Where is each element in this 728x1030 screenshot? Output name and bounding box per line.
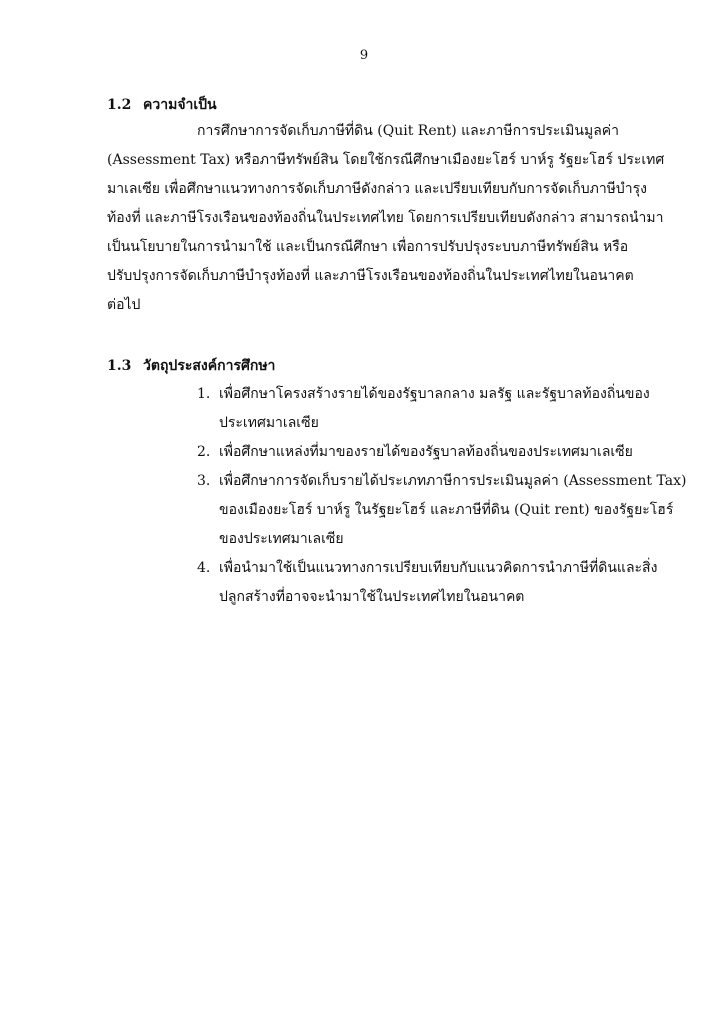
page-number: 9 — [359, 48, 369, 63]
list-item-3 — [197, 471, 686, 491]
paragraph-line: การศึกษาการจัดเก็บภาษีที่ดิน (Quit Rent) และภาษีการประเมินมูลค่า — [197, 123, 620, 139]
list-item-text: เพื่อศึกษาโครงสร้างรายได้ของรัฐบาลกลาง มลรัฐ และรัฐบาลท้องถิ่นของ — [219, 386, 650, 402]
section-number: 1.2 — [107, 97, 132, 113]
list-item-continuation: ปลูกสร้างที่อาจจะนำมาใช้ในประเทศไทยในอนาคต — [219, 589, 525, 605]
list-item-continuation: ของเมืองยะโฮร์ บาห์รู ในรัฐยะโฮร์ และภาษีที่ดิน (Quit rent) ของรัฐยะโฮร์ — [219, 502, 674, 518]
paragraph-line: ท้องที่ และภาษีโรงเรือนของท้องถิ่นในประเทศไทย โดยการเปรียบเทียบดังกล่าว สามารถนำมา — [107, 210, 664, 226]
section-title: ความจำเป็น — [143, 97, 217, 113]
section-heading-1-3 — [107, 355, 275, 377]
list-item-continuation: ของประเทศมาเลเซีย — [219, 531, 344, 547]
list-marker: 1. — [197, 386, 211, 402]
section-title: วัตถุประสงค์การศึกษา — [143, 358, 276, 374]
list-item-4 — [197, 558, 657, 578]
paragraph-line: มาเลเซีย เพื่อศึกษาแนวทางการจัดเก็บภาษีดังกล่าว และเปรียบเทียบกับการจัดเก็บภาษีบำรุง — [107, 181, 648, 197]
list-marker: 3. — [197, 473, 211, 489]
paragraph-line: ต่อไป — [107, 297, 141, 313]
paragraph-line: (Assessment Tax) หรือภาษีทรัพย์สิน โดยใช้กรณีศึกษาเมืองยะโฮร์ บาห์รู รัฐยะโฮร์ ประเทศ — [107, 152, 665, 168]
list-item-text: เพื่อศึกษาการจัดเก็บรายได้ประเภทภาษีการประเมินมูลค่า (Assessment Tax) — [219, 473, 687, 489]
list-item-text: เพื่อนำมาใช้เป็นแนวทางการเปรียบเทียบกับแนวคิดการนำภาษีที่ดินและสิ่ง — [219, 560, 658, 576]
list-marker: 2. — [197, 444, 211, 460]
paragraph-line: เป็นนโยบายในการนำมาใช้ และเป็นกรณีศึกษา เพื่อการปรับปรุงระบบภาษีทรัพย์สิน หรือ — [107, 239, 629, 255]
section-heading-1-2 — [107, 94, 217, 116]
section-number: 1.3 — [107, 358, 132, 374]
list-item-text: เพื่อศึกษาแหล่งที่มาของรายได้ของรัฐบาลท้องถิ่นของประเทศมาเลเซีย — [219, 444, 633, 460]
list-item-2 — [197, 442, 633, 462]
list-item-continuation: ประเทศมาเลเซีย — [219, 415, 319, 431]
paragraph-line: ปรับปรุงการจัดเก็บภาษีบำรุงท้องที่ และภาษีโรงเรือนของท้องถิ่นในประเทศไทยในอนาคต — [107, 268, 634, 284]
list-item-1 — [197, 384, 650, 404]
list-marker: 4. — [197, 560, 211, 576]
